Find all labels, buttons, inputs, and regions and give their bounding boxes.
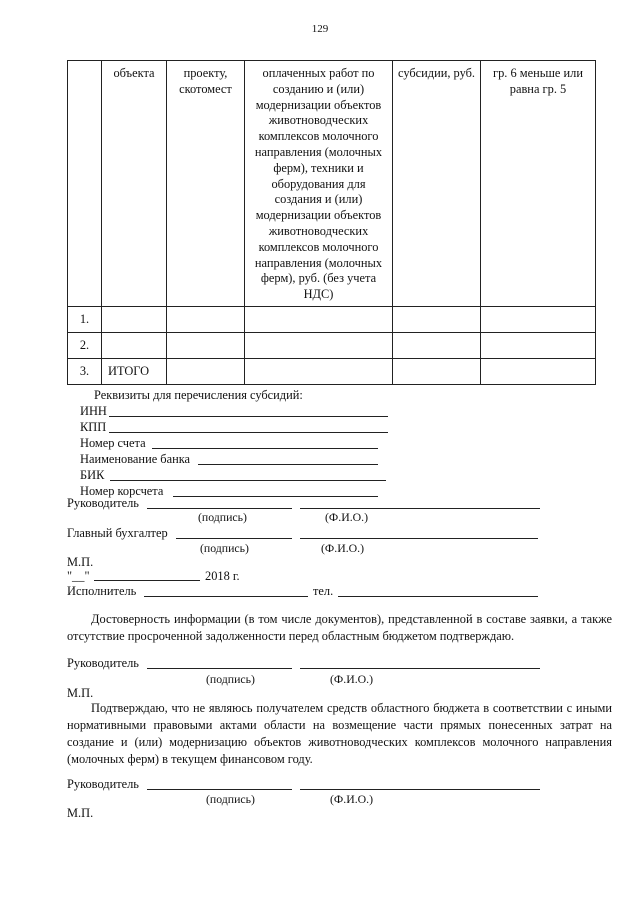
- chief-accountant-name-field[interactable]: [300, 538, 538, 539]
- signature-caption: (подпись): [200, 541, 249, 555]
- inn-label: ИНН: [80, 404, 107, 418]
- head-label: Руководитель: [67, 777, 139, 791]
- header-cell-subsidy: субсидии, руб.: [393, 61, 481, 307]
- account-label: Номер счета: [80, 436, 146, 450]
- phone-field[interactable]: [338, 596, 538, 597]
- head-signature-field[interactable]: [147, 789, 292, 790]
- signature-caption: (подпись): [206, 792, 255, 806]
- head-name-field[interactable]: [300, 508, 540, 509]
- signature-caption: (подпись): [206, 672, 255, 686]
- table-cell: [393, 332, 481, 358]
- name-caption: (Ф.И.О.): [325, 510, 369, 524]
- date-year: 2018 г.: [205, 569, 240, 583]
- kpp-label: КПП: [80, 420, 107, 434]
- confirmation-paragraph-2: [67, 700, 612, 768]
- table-cell: [167, 358, 245, 384]
- inn-field[interactable]: [109, 416, 388, 417]
- page-number: 129: [311, 23, 329, 35]
- name-caption: (Ф.И.О.): [321, 541, 365, 555]
- table-cell: [481, 332, 596, 358]
- chief-accountant-label: Главный бухгалтер: [67, 526, 168, 540]
- row-name: [102, 306, 167, 332]
- head-name-field[interactable]: [300, 668, 540, 669]
- table-row: [68, 306, 596, 332]
- name-caption: (Ф.И.О.): [330, 792, 374, 806]
- table-row: [68, 332, 596, 358]
- confirmation-paragraph-1: [67, 611, 612, 645]
- corr-account-field[interactable]: [173, 496, 378, 497]
- signature-caption: (подпись): [198, 510, 247, 524]
- table-cell: [393, 358, 481, 384]
- bank-label: Наименование банка: [80, 452, 191, 466]
- head-signature-field[interactable]: [147, 668, 292, 669]
- header-cell-object: объекта: [102, 61, 167, 307]
- header-cell-check: гр. 6 меньше или равна гр. 5: [481, 61, 596, 307]
- head-label: Руководитель: [67, 656, 139, 670]
- row-number: 2.: [68, 332, 102, 358]
- subsidy-table: [67, 60, 596, 385]
- chief-accountant-signature-field[interactable]: [176, 538, 292, 539]
- stamp-label: М.П.: [67, 686, 94, 700]
- table-cell: [481, 306, 596, 332]
- paragraph-text: Подтверждаю, что не являюсь получателем средств областного бюджета в соответствии с иными нормативными правовыми актами области на возмещение части прямых понесенных затрат на создание и (или) модернизацию объектов животноводческих комплексов молочного направления (молочных ферм) в текущем финансовом году.: [67, 701, 612, 766]
- head-name-field[interactable]: [300, 789, 540, 790]
- bik-field[interactable]: [110, 480, 386, 481]
- name-caption: (Ф.И.О.): [330, 672, 374, 686]
- bik-label: БИК: [80, 468, 105, 482]
- table-cell: [167, 332, 245, 358]
- executor-label: Исполнитель: [67, 584, 137, 598]
- header-cell-num: [68, 61, 102, 307]
- date-day: "__": [67, 569, 90, 583]
- row-name: [102, 332, 167, 358]
- row-number: 1.: [68, 306, 102, 332]
- phone-label: тел.: [313, 584, 334, 598]
- table-cell: [167, 306, 245, 332]
- date-month-field[interactable]: [94, 580, 200, 581]
- requisites-title: Реквизиты для перечисления субсидий:: [94, 388, 303, 402]
- table-cell: [393, 306, 481, 332]
- header-cell-project: проекту, скотомест: [167, 61, 245, 307]
- kpp-field[interactable]: [109, 432, 388, 433]
- bank-field[interactable]: [198, 464, 378, 465]
- table-row: [68, 358, 596, 384]
- table-cell: [481, 358, 596, 384]
- header-cell-costs: оплаченных работ по созданию и (или) модернизации объектов животноводческих комплексов молочного направления (молочных ферм), техники и оборудования для создания и (или) модернизации объектов животноводческих комплексов молочного направления (молочных ферм), руб. (без учета НДС): [245, 61, 393, 307]
- stamp-label: М.П.: [67, 806, 94, 820]
- row-number: 3.: [68, 358, 102, 384]
- table-cell: [245, 306, 393, 332]
- corr-account-label: Номер корсчета: [80, 484, 164, 498]
- executor-name-field[interactable]: [144, 596, 308, 597]
- paragraph-text: Достоверность информации (в том числе документов), представленной в составе заявки, а также отсутствие просроченной задолженности перед областным бюджетом подтверждаю.: [67, 612, 612, 643]
- table-header-row: [68, 61, 596, 307]
- head-signature-field[interactable]: [147, 508, 292, 509]
- table-cell: [245, 332, 393, 358]
- stamp-label: М.П.: [67, 555, 94, 569]
- row-name-total: ИТОГО: [102, 358, 167, 384]
- account-field[interactable]: [152, 448, 378, 449]
- head-label: Руководитель: [67, 496, 139, 510]
- table-cell: [245, 358, 393, 384]
